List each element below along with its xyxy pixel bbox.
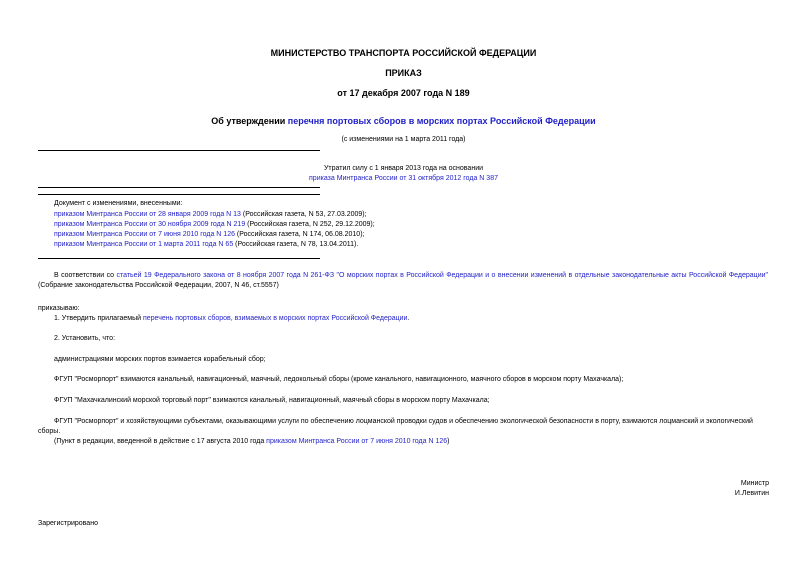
document-title (0, 116, 807, 126)
item-1-lead: 1. Утвердить прилагаемый (54, 315, 143, 322)
signature-position: Министр (740, 480, 769, 487)
ministry-heading: МИНИСТЕРСТВО ТРАНСПОРТА РОССИЙСКОЙ ФЕДЕРАЦИИ (270, 48, 537, 58)
item-1 (54, 315, 409, 322)
edit-note-lead: (Пункт в редакции, введенной в действие с 17 августа 2010 года (54, 438, 267, 445)
amendment-item (54, 241, 358, 248)
preamble-paragraph (38, 271, 768, 291)
amendment-item (54, 221, 375, 228)
law-link[interactable]: статьей 19 Федерального закона от 8 ноября 2007 года N 261-ФЗ "О морских портах в Российской Федерации и о внесении изменений в отдельные законодательные акты Российской Федерации" (116, 272, 768, 279)
preamble-source: (Собрание законодательства Российской Федерации, 2007, N 46, ст.5557) (38, 282, 279, 289)
lost-force-text: Утратил силу с 1 января 2013 года на основании (323, 165, 484, 172)
fees-list-link[interactable]: перечень портовых сборов, взимаемых в морских портах Российской Федерации (142, 315, 408, 322)
doc-type-heading: ПРИКАЗ (385, 68, 422, 78)
amendment-item (54, 211, 367, 218)
amendments-intro: Документ с изменениями, внесенными: (54, 200, 183, 207)
item-2: 2. Установить, что: (54, 335, 116, 342)
edit-note-end: ) (447, 438, 450, 445)
date-number-heading: от 17 декабря 2007 года N 189 (337, 88, 470, 98)
amendment-source: (Российская газета, N 53, 27.03.2009); (240, 211, 367, 218)
amendment-source: (Российская газета, N 252, 29.12.2009); (245, 221, 375, 228)
lost-force-link-line (0, 175, 807, 182)
divider (38, 258, 320, 259)
amendment-item (54, 231, 364, 238)
amendment-link[interactable]: приказом Минтранса России от 1 марта 2011 года N 65 (54, 241, 234, 248)
lost-force-link[interactable]: приказа Минтранса России от 31 октября 2012 года N 387 (309, 175, 498, 182)
clause-2: ФГУП "Росморпорт" взимаются канальный, навигационный, маячный, ледокольный сборы (кроме канального, навигационного, маячного сборов в морском порту Махачкала); (54, 376, 624, 383)
registration-note: Зарегистрировано (38, 520, 98, 527)
item-1-end: . (407, 315, 410, 322)
signature-name: И.Левитин (734, 490, 769, 497)
divider (38, 150, 320, 151)
revision-note: (с изменениями на 1 марта 2011 года) (341, 136, 466, 143)
clause-1: администрациями морских портов взимается корабельный сбор; (54, 356, 266, 363)
preamble-lead: В соответствии со (54, 272, 117, 279)
clause-3: ФГУП "Махачкалинский морской торговый порт" взимаются канальный, навигационный, маячный сборы в морском порту Махачкала; (54, 397, 490, 404)
order-word: приказываю: (38, 305, 80, 312)
edit-note-link[interactable]: приказом Минтранса России от 7 июня 2010 года N 126 (266, 438, 448, 445)
divider (38, 187, 320, 188)
edit-note (54, 438, 450, 445)
amendment-link[interactable]: приказом Минтранса России от 30 ноября 2009 года N 219 (54, 221, 246, 228)
amendment-link[interactable]: приказом Минтранса России от 28 января 2009 года N 13 (54, 211, 241, 218)
divider (38, 194, 320, 195)
title-prefix: Об утверждении (211, 116, 288, 126)
title-link[interactable]: перечня портовых сборов в морских портах Российской Федерации (287, 116, 596, 126)
amendment-link[interactable]: приказом Минтранса России от 7 июня 2010 года N 126 (54, 231, 235, 238)
clause-4: ФГУП "Росморпорт" и хозяйствующими субъектами, оказывающими услуги по обеспечению лоцманской проводки судов и обеспечению экологической безопасности в порту, взимаются лоцманский и экологический сборы. (38, 418, 753, 435)
amendment-source: (Российская газета, N 174, 06.08.2010); (234, 231, 365, 238)
amendment-source: (Российская газета, N 78, 13.04.2011). (233, 241, 359, 248)
